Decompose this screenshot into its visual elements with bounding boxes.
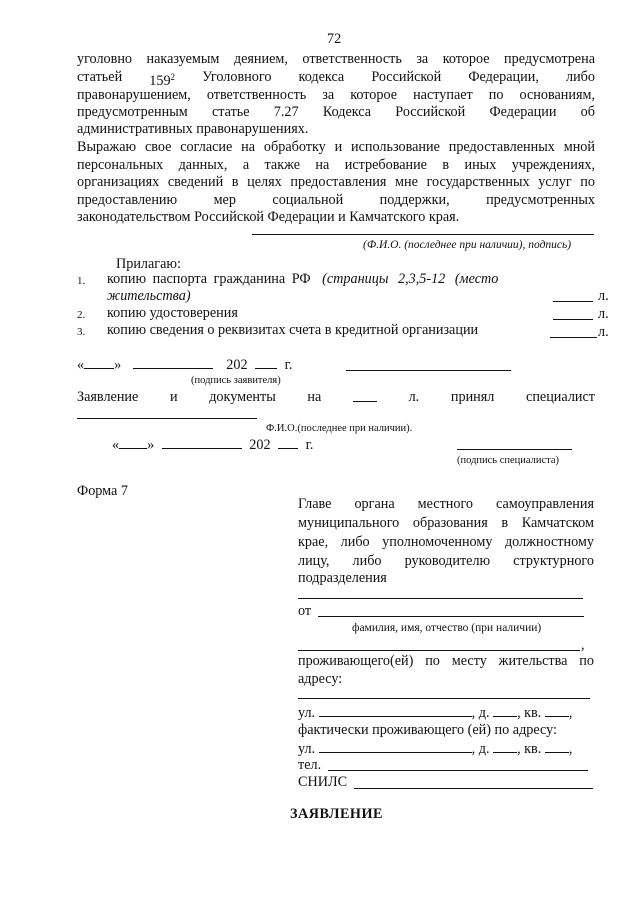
intro-word: кодекса [298, 69, 345, 85]
applicant-fio-field[interactable] [318, 616, 584, 617]
signature-caption: (Ф.И.О. (последнее при наличии), подпись) [363, 239, 572, 251]
intro-line-4 [77, 104, 595, 120]
intro-word: статьей [77, 69, 123, 85]
document-heading: ЗАЯВЛЕНИЕ [290, 806, 383, 822]
intro-word: либо [565, 69, 595, 85]
addressee-name-field[interactable] [298, 598, 583, 599]
intro-word: Федерации [489, 104, 557, 120]
specialist-name-field[interactable] [77, 418, 257, 419]
street-field[interactable] [319, 740, 472, 753]
addressee-line-4: лицу, либо руководителю структурного [298, 553, 594, 569]
house-field[interactable] [493, 704, 517, 717]
specialist-name-caption: Ф.И.О.(последнее при наличии). [266, 423, 413, 434]
intro-word: Российской [395, 104, 466, 120]
intro-word: Российской [371, 69, 442, 85]
flat-field[interactable] [545, 704, 569, 717]
attachment-pages-note: (страницы 2,3,5-12 (место [322, 271, 499, 287]
consent-word: мер [213, 192, 236, 208]
phone-label: тел. [298, 757, 322, 773]
month-field[interactable] [133, 356, 213, 369]
day-field[interactable] [84, 356, 114, 369]
month-field[interactable] [162, 436, 242, 449]
attachments-title: Прилагаю: [116, 256, 181, 272]
intro-line-1: уголовно наказуемым деянием, ответственность за которое предусмотрена [77, 51, 595, 67]
applicant-fio-caption: фамилия, имя, отчество (при наличии) [352, 622, 542, 634]
attachment-number: 3. [77, 326, 86, 338]
intro-word: 7.27 [273, 104, 299, 120]
actual-address-label: фактически проживающего (ей) по адресу: [298, 722, 557, 738]
accept-line: Заявление и документы на л. принял специалист [77, 389, 595, 405]
year-suffix-field[interactable] [278, 436, 298, 449]
applicant-signature-caption: (подпись заявителя) [191, 375, 281, 386]
applicant-signature-field[interactable] [346, 370, 511, 371]
address-field-1[interactable] [298, 698, 590, 699]
applicant-fio-comma: , [581, 637, 585, 653]
registered-address-row: ул. , д. , кв. , [298, 705, 573, 721]
attachment-pages-field[interactable] [550, 337, 597, 338]
consent-word: поддержки, [379, 192, 450, 208]
specialist-date: « » 202 г. [112, 437, 314, 453]
intro-line-3: правонарушением, ответственность за которое наступает по основаниям, [77, 87, 595, 103]
article-superscript: 2 [170, 72, 176, 82]
street-field[interactable] [319, 704, 472, 717]
year-suffix-field[interactable] [255, 356, 277, 369]
addressee-line-1: Главе органа местного самоуправления [298, 496, 594, 512]
attachment-item-passport: копию паспорта гражданина РФ (страницы 2,3,5-12 (место [107, 271, 499, 287]
intro-line-2 [77, 69, 595, 89]
attachment-pages-field[interactable] [553, 319, 593, 320]
attachment-pages-field[interactable] [553, 301, 593, 302]
intro-word: предусмотренным [77, 104, 188, 120]
attachment-pages-unit: л. [598, 324, 609, 340]
consent-word: предоставлению [77, 192, 178, 208]
consent-line-3: организациях сведений в целях предоставления мне государственных услуг по [77, 174, 595, 190]
attachment-number: 2. [77, 309, 86, 321]
attachment-item-bank-details: копию сведения о реквизитах счета в кредитной организации [107, 322, 479, 338]
specialist-signature-caption: (подпись специалиста) [457, 455, 560, 466]
consent-word: предусмотренных [486, 192, 595, 208]
intro-word: Уголовного [202, 69, 272, 85]
form-label: Форма 7 [77, 483, 128, 499]
intro-word: Кодекса [322, 104, 372, 120]
page-number: 72 [327, 31, 342, 47]
consent-word: социальной [272, 192, 344, 208]
consent-line-1: Выражаю свое согласие на обработку и использование предоставленных мной [77, 139, 595, 155]
attachment-pages-note-cont: жительства) [107, 288, 191, 304]
applicant-date: « » 202 г. [77, 357, 293, 373]
house-field[interactable] [493, 740, 517, 753]
article-number: $159^2$ [149, 72, 176, 89]
attachment-item-certificate: копию удостоверения [107, 305, 238, 321]
consent-line-4 [77, 192, 595, 208]
intro-word: Федерации, [468, 69, 539, 85]
attachment-number: 1. [77, 275, 86, 287]
attachment-pages-unit: л. [598, 288, 609, 304]
day-field[interactable] [119, 436, 147, 449]
phone-field[interactable] [328, 770, 588, 771]
intro-word: статье [211, 104, 250, 120]
applicant-fio-field-2[interactable] [298, 650, 580, 651]
addressee-line-3: крае, либо уполномоченному должностному [298, 534, 594, 550]
flat-field[interactable] [545, 740, 569, 753]
signature-line[interactable] [252, 234, 594, 235]
attachment-pages-unit: л. [598, 306, 609, 322]
pages-count-field[interactable] [353, 389, 377, 402]
from-label: от [298, 603, 312, 619]
snils-field[interactable] [354, 788, 593, 789]
actual-address-row: ул. , д. , кв. , [298, 741, 573, 757]
snils-label: СНИЛС [298, 774, 348, 790]
specialist-signature-field[interactable] [457, 449, 572, 450]
consent-line-5: законодательством Российской Федерации и Камчатского края. [77, 209, 460, 225]
addressee-line-2: муниципального образования в Камчатском [298, 515, 594, 531]
intro-word: об [580, 104, 595, 120]
consent-line-2: персональных данных, а также на истребование в иных учреждениях, [77, 157, 595, 173]
intro-line-5: административных правонарушениях. [77, 121, 309, 137]
address-label: адресу: [298, 671, 343, 687]
addressee-line-5: подразделения [298, 570, 387, 586]
residence-line: проживающего(ей) по месту жительства по [298, 653, 594, 669]
